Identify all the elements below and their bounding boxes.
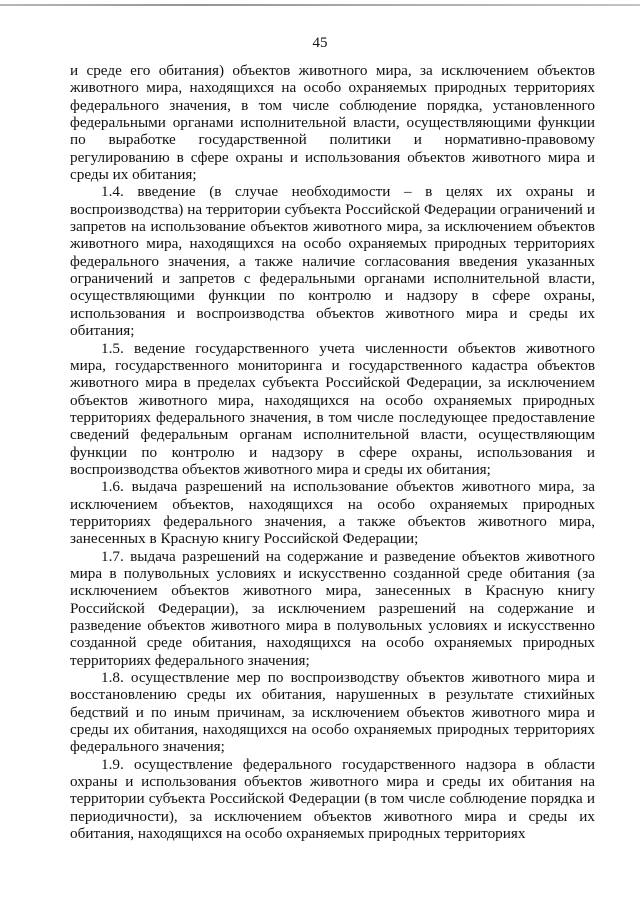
body-text (70, 62, 595, 842)
scan-edge-line (0, 4, 640, 6)
paragraph-1-8: 1.8. осуществление мер по воспроизводству объектов животного мира и восстановлению среды их обитания, нарушенных в результате стихийных бедствий и по иным причинам, за исключением объектов животного мира и среды их обитания, находящихся на особо охраняемых природных территориях федерального значения; (70, 669, 595, 756)
paragraph-1-9: 1.9. осуществление федерального государственного надзора в области охраны и использования объектов животного мира и среды их обитания на территории субъекта Российской Федерации (в том числе соблюдение порядка и периодичности), за исключением объектов животного мира и среды их обитания, находящихся на особо охраняемых природных территориях (70, 755, 595, 843)
paragraph-1-4: 1.4. введение (в случае необходимости – в целях их охраны и воспроизводства) на территории субъекта Российской Федерации ограничений и запретов на использование объектов животного мира, за исключением объектов животного мира, находящихся на особо охраняемых природных территориях федерального значения, а также наличие согласования введения указанных ограничений и запретов с федеральными органами исполнительной власти, осуществляющими функции по контролю и надзору в сфере охраны, использования и воспроизводства объектов животного мира и среды их обитания; (70, 183, 595, 340)
paragraph-continuation: и среде его обитания) объектов животного мира, за исключением объектов животного мира, находящихся на особо охраняемых природных территориях федерального значения, в том числе соблюдение порядка, установленного федеральными органами исполнительной власти, осуществляющими функции по выработке государственной политики и нормативно-правовому регулированию в сфере охраны и использования объектов животного мира и среды их обитания; (70, 62, 595, 184)
page-number: 45 (312, 35, 328, 51)
paragraph-1-5: 1.5. ведение государственного учета численности объектов животного мира, государственного мониторинга и государственного кадастра объектов животного мира в пределах субъекта Российской Федерации, за исключением объектов животного мира, находящихся на особо охраняемых природных территориях федерального значения, в том числе последующее предоставление сведений федеральным органам исполнительной власти, осуществляющим функции по контролю и надзору в сфере охраны, использования и воспроизводства объектов животного мира и среды их обитания; (70, 339, 595, 478)
paragraph-1-7: 1.7. выдача разрешений на содержание и разведение объектов животного мира в полувольных условиях и искусственно созданной среде обитания (за исключением объектов животного мира, занесенных в Красную книгу Российской Федерации), за исключением разрешений на содержание и разведение объектов животного мира в полувольных условиях и искусственно созданной среде обитания, находящихся на особо охраняемых природных территориях федерального значения; (70, 547, 595, 669)
paragraph-1-6: 1.6. выдача разрешений на использование объектов животного мира, за исключением объектов, находящихся на особо охраняемых природных территориях федерального значения, а также объектов животного мира, занесенных в Красную книгу Российской Федерации; (70, 478, 595, 548)
